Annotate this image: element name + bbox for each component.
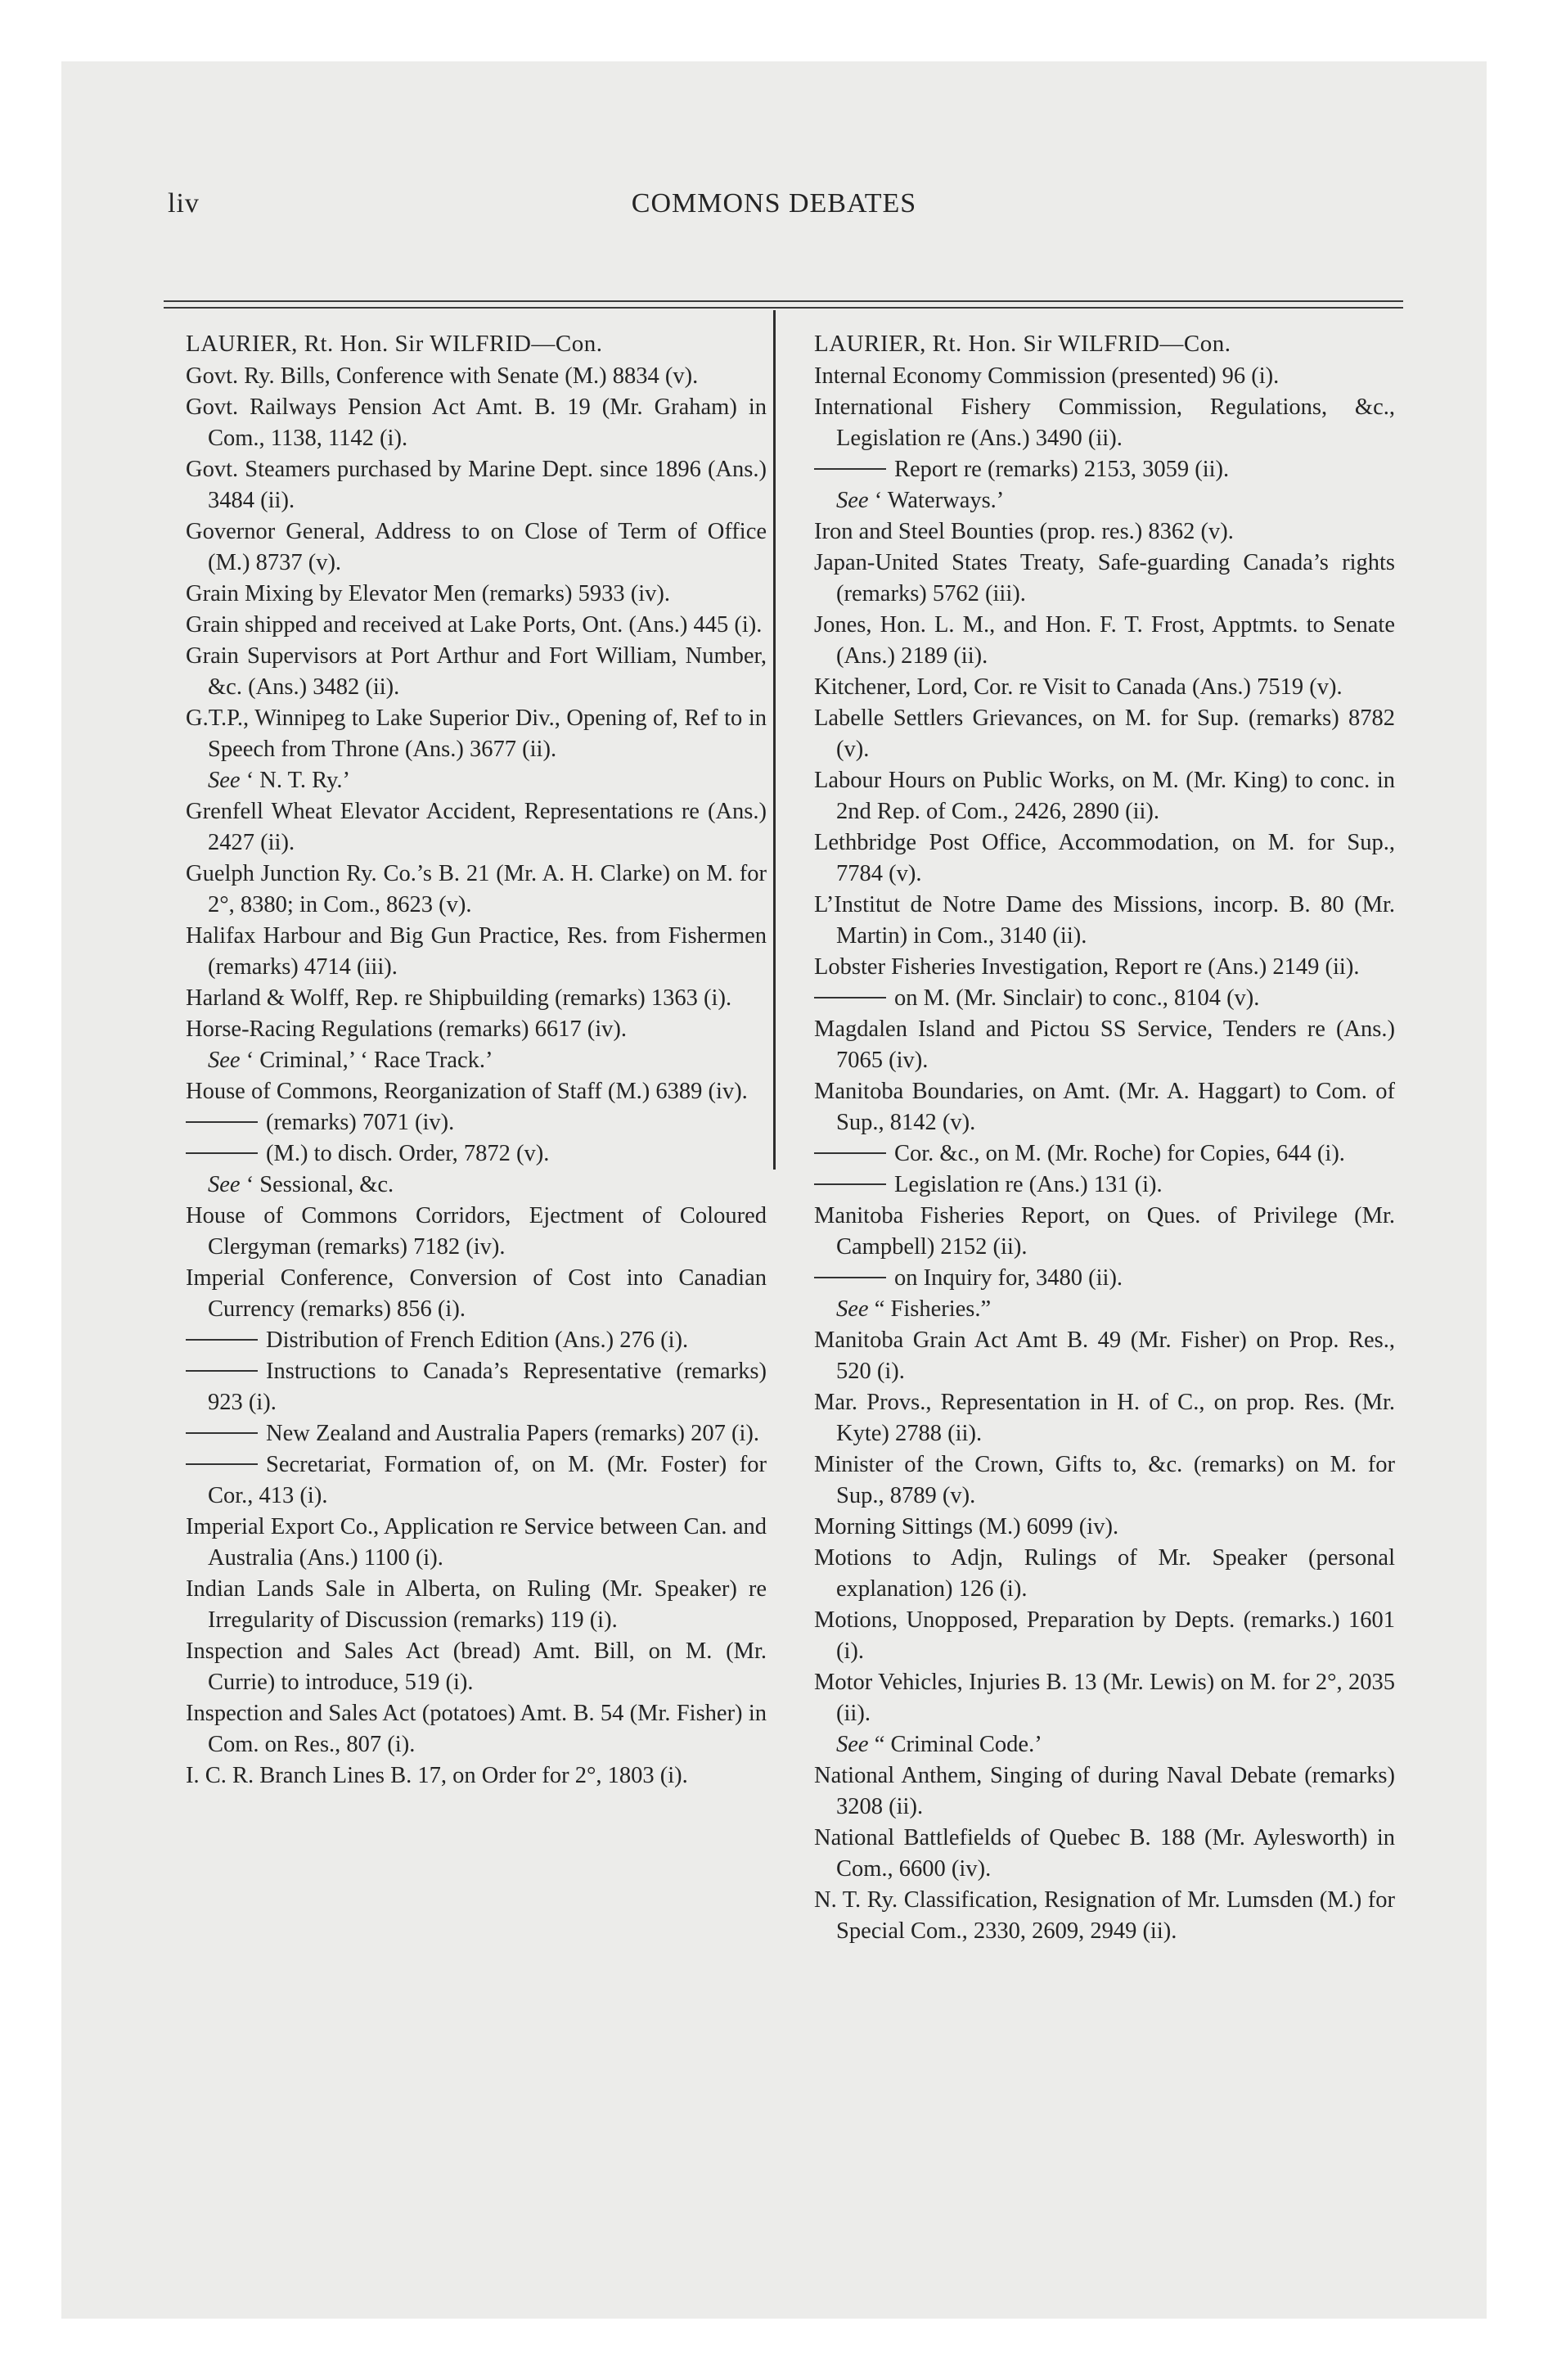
- entry-text: Minister of the Crown, Gifts to, &c. (remarks) on M. for Sup., 8789 (v).: [814, 1452, 1395, 1508]
- index-entry: [186, 859, 767, 921]
- entry-text: L’Institut de Notre Dame des Missions, incorp. B. 80 (Mr. Martin) in Com., 3140 (ii).: [814, 892, 1395, 949]
- entry-text: I. C. R. Branch Lines B. 17, on Order for 2°, 1803 (i).: [186, 1763, 688, 1788]
- index-entry: [814, 672, 1395, 703]
- index-entry: [814, 1449, 1395, 1512]
- entry-text: Manitoba Boundaries, on Amt. (Mr. A. Haggart) to Com. of Sup., 8142 (v).: [814, 1079, 1395, 1135]
- index-entry: [814, 952, 1395, 983]
- index-entry: [814, 1325, 1395, 1387]
- entry-text: G.T.P., Winnipeg to Lake Superior Div., Opening of, Ref to in Speech from Throne (Ans.) 3677 (ii).: [186, 705, 767, 762]
- entry-text: Secretariat, Formation of, on M. (Mr. Foster) for Cor., 413 (i).: [208, 1452, 767, 1508]
- index-entry: [186, 641, 767, 703]
- entry-text: National Battlefields of Quebec B. 188 (Mr. Aylesworth) in Com., 6600 (iv).: [814, 1825, 1395, 1882]
- entry-text: “ Fisheries.”: [874, 1296, 992, 1322]
- index-entry: [186, 1201, 767, 1263]
- entry-text: Govt. Steamers purchased by Marine Dept. since 1896 (Ans.) 3484 (ii).: [186, 457, 767, 513]
- index-entry: [186, 796, 767, 859]
- ditto-dash: [186, 1339, 258, 1341]
- entry-text: Labour Hours on Public Works, on M. (Mr. King) to conc. in 2nd Rep. of Com., 2426, 2890 (ii).: [814, 768, 1395, 824]
- index-sub-entry: [186, 1356, 767, 1418]
- entry-text: Labelle Settlers Grievances, on M. for Sup. (remarks) 8782 (v).: [814, 705, 1395, 762]
- entry-text: Grenfell Wheat Elevator Accident, Representations re (Ans.) 2427 (ii).: [186, 799, 767, 855]
- ditto-dash: [814, 997, 886, 998]
- index-sub-entry: [186, 1418, 767, 1449]
- ditto-dash: [186, 1370, 258, 1372]
- column-divider: [773, 310, 776, 1170]
- ditto-dash: [186, 1463, 258, 1465]
- entry-text: Govt. Ry. Bills, Conference with Senate (M.) 8834 (v).: [186, 363, 699, 389]
- entry-text: Grain shipped and received at Lake Ports, Ont. (Ans.) 445 (i).: [186, 612, 763, 638]
- column-heading: LAURIER, Rt. Hon. Sir WILFRID—Con.: [186, 331, 603, 357]
- index-entry: [814, 1605, 1395, 1667]
- entry-text: on M. (Mr. Sinclair) to conc., 8104 (v).: [894, 985, 1260, 1011]
- entry-text: Grain Mixing by Elevator Men (remarks) 5933 (iv).: [186, 581, 671, 606]
- index-entry: [186, 1263, 767, 1325]
- entry-text: Legislation re (Ans.) 131 (i).: [894, 1172, 1163, 1197]
- index-entry: [814, 1543, 1395, 1605]
- column-heading: LAURIER, Rt. Hon. Sir WILFRID—Con.: [814, 331, 1231, 357]
- entry-text: National Anthem, Singing of during Naval Debate (remarks) 3208 (ii).: [814, 1763, 1395, 1819]
- index-sub-entry: [186, 1325, 767, 1356]
- index-entry: [186, 516, 767, 579]
- entry-text: Distribution of French Edition (Ans.) 276 (i).: [266, 1327, 689, 1353]
- entry-text: Horse-Racing Regulations (remarks) 6617 (iv).: [186, 1016, 627, 1042]
- index-entry: [814, 765, 1395, 827]
- entry-text: Motions, Unopposed, Preparation by Depts. (remarks.) 1601 (i).: [814, 1607, 1395, 1664]
- entry-text: ‘ Criminal,’ ‘ Race Track.’: [245, 1048, 493, 1073]
- ditto-dash: [186, 1152, 258, 1154]
- index-entry: [186, 1698, 767, 1760]
- entry-text: ‘ Waterways.’: [874, 488, 1005, 513]
- index-entry: [814, 1076, 1395, 1138]
- entry-text: Harland & Wolff, Rep. re Shipbuilding (remarks) 1363 (i).: [186, 985, 732, 1011]
- entry-text: Cor. &c., on M. (Mr. Roche) for Copies, 644 (i).: [894, 1141, 1345, 1166]
- index-sub-entry: [814, 1138, 1395, 1170]
- index-sub-entry: [814, 983, 1395, 1014]
- ditto-dash: [814, 1277, 886, 1278]
- page-number: liv: [168, 188, 200, 219]
- index-entry: [186, 1512, 767, 1574]
- index-sub-entry: [814, 1170, 1395, 1201]
- left-column: [186, 328, 767, 1792]
- entry-text: Manitoba Fisheries Report, on Ques. of Privilege (Mr. Campbell) 2152 (ii).: [814, 1203, 1395, 1260]
- index-entry: [186, 1076, 767, 1107]
- index-entry: [814, 361, 1395, 392]
- entry-text: Imperial Conference, Conversion of Cost into Canadian Currency (remarks) 856 (i).: [186, 1265, 767, 1322]
- index-entry: [814, 1760, 1395, 1823]
- index-entry: [814, 1014, 1395, 1076]
- see-label: See: [208, 768, 241, 793]
- index-entry: [814, 1512, 1395, 1543]
- index-see-reference: [186, 1045, 767, 1076]
- entry-text: Report re (remarks) 2153, 3059 (ii).: [894, 457, 1230, 482]
- index-see-reference: [814, 1294, 1395, 1325]
- index-entry: [186, 579, 767, 610]
- entry-text: Kitchener, Lord, Cor. re Visit to Canada (Ans.) 7519 (v).: [814, 674, 1343, 700]
- entry-text: Inspection and Sales Act (bread) Amt. Bill, on M. (Mr. Currie) to introduce, 519 (i).: [186, 1639, 767, 1695]
- index-entry: [186, 392, 767, 454]
- header-rule-double: [164, 307, 1403, 309]
- entry-text: House of Commons Corridors, Ejectment of Coloured Clergyman (remarks) 7182 (iv).: [186, 1203, 767, 1260]
- see-label: See: [836, 1732, 869, 1757]
- entry-text: ‘ Sessional, &c.: [245, 1172, 394, 1197]
- index-see-reference: [186, 1170, 767, 1201]
- entry-text: Halifax Harbour and Big Gun Practice, Res. from Fishermen (remarks) 4714 (iii).: [186, 923, 767, 980]
- index-entry: [186, 454, 767, 516]
- index-entry: [186, 1014, 767, 1045]
- index-entry: [186, 921, 767, 983]
- ditto-dash: [814, 468, 886, 470]
- index-see-reference: [814, 485, 1395, 516]
- index-entry: [814, 1885, 1395, 1947]
- ditto-dash: [186, 1121, 258, 1123]
- entry-text: Internal Economy Commission (presented) 96 (i).: [814, 363, 1280, 389]
- index-entry: [814, 610, 1395, 672]
- index-entry: [814, 548, 1395, 610]
- entry-text: Inspection and Sales Act (potatoes) Amt. B. 54 (Mr. Fisher) in Com. on Res., 807 (i).: [186, 1701, 767, 1757]
- entry-text: Japan-United States Treaty, Safe-guarding Canada’s rights (remarks) 5762 (iii).: [814, 550, 1395, 606]
- see-label: See: [208, 1048, 241, 1073]
- entry-text: ‘ N. T. Ry.’: [245, 768, 351, 793]
- entry-text: Lethbridge Post Office, Accommodation, on M. for Sup., 7784 (v).: [814, 830, 1395, 886]
- entry-text: Lobster Fisheries Investigation, Report re (Ans.) 2149 (ii).: [814, 954, 1360, 980]
- index-entry: [186, 1636, 767, 1698]
- index-entry: [814, 1201, 1395, 1263]
- index-entry: [186, 361, 767, 392]
- index-entry: [814, 516, 1395, 548]
- entry-text: Instructions to Canada’s Representative (remarks) 923 (i).: [208, 1359, 767, 1415]
- index-entry: [814, 1823, 1395, 1885]
- index-entry: [814, 392, 1395, 454]
- index-see-reference: [814, 1729, 1395, 1760]
- entry-text: Motions to Adjn, Rulings of Mr. Speaker (personal explanation) 126 (i).: [814, 1545, 1395, 1602]
- see-label: See: [208, 1172, 241, 1197]
- index-entry: [814, 1667, 1395, 1729]
- index-entry: [814, 1387, 1395, 1449]
- index-sub-entry: [186, 1449, 767, 1512]
- index-see-reference: [186, 765, 767, 796]
- entry-text: on Inquiry for, 3480 (ii).: [894, 1265, 1123, 1291]
- entry-text: (M.) to disch. Order, 7872 (v).: [266, 1141, 550, 1166]
- index-sub-entry: [814, 454, 1395, 485]
- index-entry: [186, 1574, 767, 1636]
- index-sub-entry: [814, 1263, 1395, 1294]
- running-head: [61, 188, 1487, 237]
- index-entry: [814, 827, 1395, 890]
- ditto-dash: [186, 1432, 258, 1434]
- ditto-dash: [814, 1183, 886, 1185]
- see-label: See: [836, 488, 869, 513]
- entry-text: Mar. Provs., Representation in H. of C., on prop. Res. (Mr. Kyte) 2788 (ii).: [814, 1390, 1395, 1446]
- entry-text: Iron and Steel Bounties (prop. res.) 8362 (v).: [814, 519, 1234, 544]
- entry-text: Grain Supervisors at Port Arthur and Fort William, Number, &c. (Ans.) 3482 (ii).: [186, 643, 767, 700]
- page-sheet: [61, 61, 1487, 2319]
- index-sub-entry: [186, 1138, 767, 1170]
- entry-text: New Zealand and Australia Papers (remarks) 207 (i).: [266, 1421, 760, 1446]
- index-entry: [814, 703, 1395, 765]
- entry-text: Indian Lands Sale in Alberta, on Ruling (Mr. Speaker) re Irregularity of Discussion (remarks) 119 (i).: [186, 1576, 767, 1633]
- entry-text: (remarks) 7071 (iv).: [266, 1110, 455, 1135]
- header-rule: [164, 300, 1403, 302]
- entry-text: International Fishery Commission, Regulations, &c., Legislation re (Ans.) 3490 (ii).: [814, 394, 1395, 451]
- entry-text: Morning Sittings (M.) 6099 (iv).: [814, 1514, 1119, 1539]
- entry-text: Guelph Junction Ry. Co.’s B. 21 (Mr. A. H. Clarke) on M. for 2°, 8380; in Com., 8623 (v).: [186, 861, 767, 917]
- index-entry: [186, 983, 767, 1014]
- see-label: See: [836, 1296, 869, 1322]
- right-column: [814, 328, 1395, 1947]
- entry-text: “ Criminal Code.’: [874, 1732, 1042, 1757]
- entry-text: Imperial Export Co., Application re Service between Can. and Australia (Ans.) 1100 (i).: [186, 1514, 767, 1571]
- page-title: COMMONS DEBATES: [631, 188, 917, 219]
- entry-text: Jones, Hon. L. M., and Hon. F. T. Frost, Apptmts. to Senate (Ans.) 2189 (ii).: [814, 612, 1395, 669]
- entry-text: Motor Vehicles, Injuries B. 13 (Mr. Lewis) on M. for 2°, 2035 (ii).: [814, 1670, 1395, 1726]
- entry-text: N. T. Ry. Classification, Resignation of Mr. Lumsden (M.) for Special Com., 2330, 2609, 2949 (ii).: [814, 1887, 1395, 1944]
- entry-text: Magdalen Island and Pictou SS Service, Tenders re (Ans.) 7065 (iv).: [814, 1016, 1395, 1073]
- index-entry: [186, 1760, 767, 1792]
- ditto-dash: [814, 1152, 886, 1154]
- index-entry: [186, 703, 767, 765]
- index-sub-entry: [186, 1107, 767, 1138]
- index-entry: [186, 610, 767, 641]
- entry-text: Manitoba Grain Act Amt B. 49 (Mr. Fisher) on Prop. Res., 520 (i).: [814, 1327, 1395, 1384]
- entry-text: Govt. Railways Pension Act Amt. B. 19 (Mr. Graham) in Com., 1138, 1142 (i).: [186, 394, 767, 451]
- index-entry: [814, 890, 1395, 952]
- entry-text: Governor General, Address to on Close of Term of Office (M.) 8737 (v).: [186, 519, 767, 575]
- entry-text: House of Commons, Reorganization of Staff (M.) 6389 (iv).: [186, 1079, 748, 1104]
